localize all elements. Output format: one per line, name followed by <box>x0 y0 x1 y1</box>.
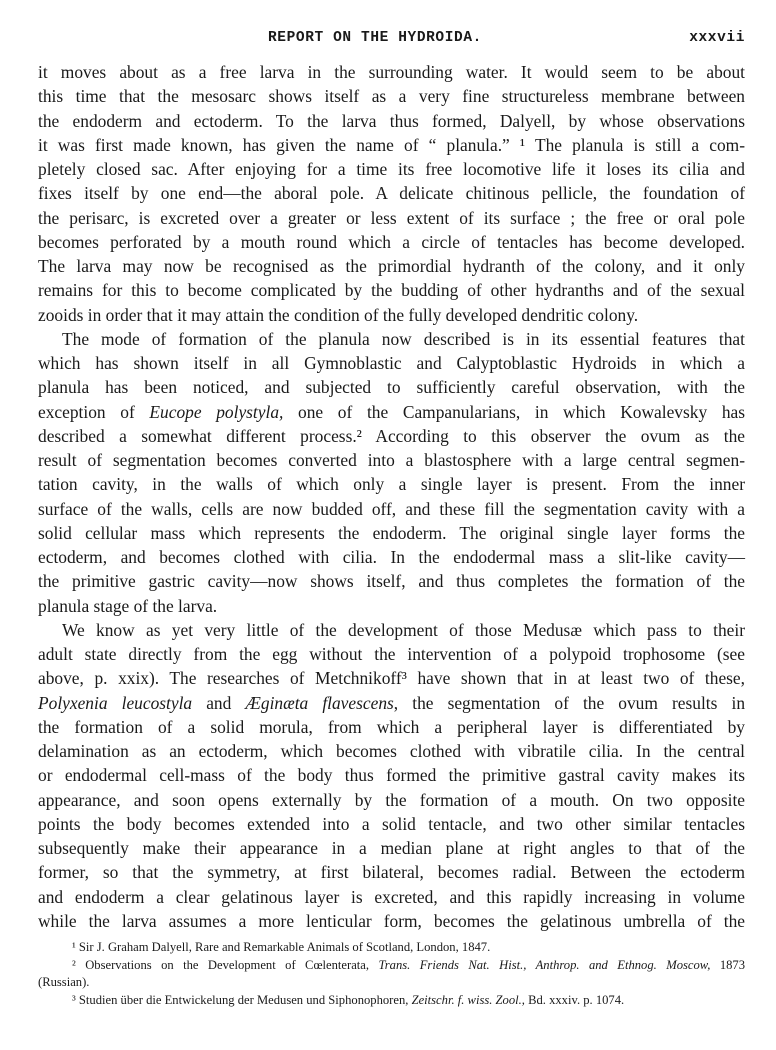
text-line <box>38 497 745 521</box>
text-segment: the endoderm and ectoderm. To the larva thus formed, Dalyell, by whose observations <box>38 110 745 131</box>
text-line <box>38 739 745 763</box>
italic-text: Zeitschr. f. wiss. Zool., <box>411 992 525 1007</box>
text-line <box>38 812 745 836</box>
text-line <box>38 909 745 933</box>
text-line <box>38 230 745 254</box>
text-line <box>38 206 745 230</box>
running-title: REPORT ON THE HYDROIDA. <box>268 30 482 46</box>
text-line <box>38 375 745 399</box>
footnote <box>38 992 745 1010</box>
text-line <box>38 545 745 569</box>
text-line <box>38 666 745 690</box>
page-number: xxxvii <box>689 30 745 46</box>
text-segment: solid cellular mass which represents the endoderm. The original single layer forms the <box>38 522 745 543</box>
text-line <box>38 836 745 860</box>
italic-text: Æginæta flavescens <box>245 692 394 713</box>
text-segment: planula stage of the larva. <box>38 595 218 616</box>
text-segment: subsequently make their appearance in a median plane at right angles to that of the <box>38 838 745 858</box>
text-segment: above, p. xxix). The researches of Metchnikoff³ have shown that in at least two of these, <box>38 668 745 689</box>
text-segment: while the larva assumes a more lenticular form, becomes the gelatinous umbrella of the <box>38 910 745 931</box>
text-segment: adult state directly from the egg without the intervention of a polypoid trophosome (see <box>38 644 745 664</box>
text-segment: the perisarc, is excreted over a greater or less extent of its surface ; the free or oral pole <box>38 207 745 228</box>
text-segment: remains for this to become complicated by the budding of other hydranths and of the sexual <box>38 280 745 301</box>
text-segment: delamination as an ectoderm, which becomes clothed with vibratile cilia. In the central <box>38 741 745 761</box>
text-segment: and endoderm a clear gelatinous layer is excreted, and this rapidly increasing in volume <box>38 886 745 907</box>
footnote-line <box>38 957 745 975</box>
text-line <box>38 181 745 205</box>
text-segment: The mode of formation of the planula now described is in its essential features that <box>62 328 745 349</box>
text-segment: 1873 <box>710 957 746 972</box>
text-line <box>38 763 745 787</box>
text-line <box>38 303 745 327</box>
text-segment: , the segmentation of the ovum results in <box>393 692 746 713</box>
text-segment: We know as yet very little of the development of those Medusæ which pass to their <box>62 619 745 640</box>
text-line <box>38 424 745 448</box>
footnote-line <box>38 974 745 992</box>
paragraph <box>38 327 745 618</box>
running-header <box>38 30 745 52</box>
text-segment: and <box>192 692 246 713</box>
text-line <box>38 133 745 157</box>
text-segment: (Russian). <box>38 975 90 989</box>
text-line <box>38 157 745 181</box>
text-segment: the formation of a solid morula, from which a peripheral layer is differentiated by <box>38 716 745 737</box>
text-segment: which has shown itself in all Gymnoblastic and Calyptoblastic Hydroids in which a <box>38 353 745 373</box>
footnote <box>38 939 745 957</box>
text-line <box>38 594 745 618</box>
text-segment: it was first made known, has given the name of “ planula.” ¹ The planula is still a com- <box>38 134 745 155</box>
text-line <box>38 84 745 108</box>
text-segment: described a somewhat different process.² According to this observer the ovum as the <box>38 425 745 446</box>
text-segment: this time that the mesosarc shows itself as a very fine structureless membrane between <box>38 86 745 107</box>
text-segment: The larva may now be recognised as the primordial hydranth of the colony, and it only <box>38 256 745 276</box>
text-segment: zooids in order that it may attain the condition of the fully developed dendritic colony. <box>38 304 639 325</box>
footnote-line <box>38 992 745 1010</box>
text-segment: tation cavity, in the walls of which only a single layer is present. From the inner <box>38 474 745 495</box>
text-segment: planula has been noticed, and subjected to sufficiently careful observation, with the <box>38 377 745 398</box>
italic-text: Polyxenia leucostyla <box>38 692 193 713</box>
text-line <box>38 351 745 375</box>
text-line <box>38 254 745 278</box>
text-line <box>38 691 745 715</box>
text-segment: ³ Studien über die Entwickelung der Medusen und Siphonophoren, <box>72 992 412 1007</box>
text-line <box>38 618 745 642</box>
paragraph <box>38 60 745 327</box>
text-line <box>38 472 745 496</box>
text-segment: one of the Campanularians, in which Kowalevsky has <box>283 401 745 422</box>
italic-text: Eucope polystyla, <box>149 401 284 422</box>
text-line <box>38 715 745 739</box>
text-segment: the primitive gastric cavity—now shows itself, and thus completes the formation of the <box>38 571 745 592</box>
text-segment: result of segmentation becomes converted into a blastosphere with a large central segmen- <box>38 450 745 470</box>
text-line <box>38 278 745 302</box>
footnotes <box>38 939 745 1009</box>
text-line <box>38 60 745 84</box>
paragraph <box>38 618 745 933</box>
text-segment: pletely closed sac. After enjoying for a time its free locomotive life it loses its cilia and <box>38 159 745 179</box>
text-line <box>38 521 745 545</box>
text-line <box>38 448 745 472</box>
text-line <box>38 327 745 351</box>
italic-text: Trans. Friends Nat. Hist., Anthrop. and Ethnog. Moscow, <box>378 957 711 972</box>
body-text <box>38 60 745 933</box>
text-line <box>38 569 745 593</box>
text-segment: points the body becomes extended into a solid tentacle, and two other similar tentacles <box>38 813 745 834</box>
text-line <box>38 642 745 666</box>
text-segment: surface of the walls, cells are now budded off, and these fill the segmentation cavity with a <box>38 498 745 519</box>
footnote <box>38 957 745 992</box>
text-segment: fixes itself by one end—the aboral pole. A delicate chitinous pellicle, the foundation of <box>38 183 745 204</box>
text-segment: ² Observations on the Development of Cœlenterata, <box>72 957 379 972</box>
text-line <box>38 109 745 133</box>
text-segment: ectoderm, and becomes clothed with cilia. In the endodermal mass a slit-like cavity— <box>38 547 745 567</box>
text-line <box>38 860 745 884</box>
text-segment: former, so that the symmetry, at first bilateral, becomes radial. Between the ectoderm <box>38 862 745 883</box>
text-segment: becomes perforated by a mouth round which a circle of tentacles has become developed. <box>38 231 745 252</box>
text-segment: it moves about as a free larva in the surrounding water. It would seem to be about <box>38 62 745 82</box>
footnote-line <box>38 939 745 957</box>
text-line <box>38 400 745 424</box>
text-segment: or endodermal cell-mass of the body thus formed the primitive gastral cavity makes its <box>38 765 745 786</box>
text-segment: ¹ Sir J. Graham Dalyell, Rare and Remarkable Animals of Scotland, London, 1847. <box>72 940 491 954</box>
text-segment: Bd. xxxiv. p. 1074. <box>524 992 625 1007</box>
text-segment: exception of <box>38 401 150 422</box>
text-line <box>38 885 745 909</box>
text-line <box>38 788 745 812</box>
text-segment: appearance, and soon opens externally by the formation of a mouth. On two opposite <box>38 789 745 810</box>
